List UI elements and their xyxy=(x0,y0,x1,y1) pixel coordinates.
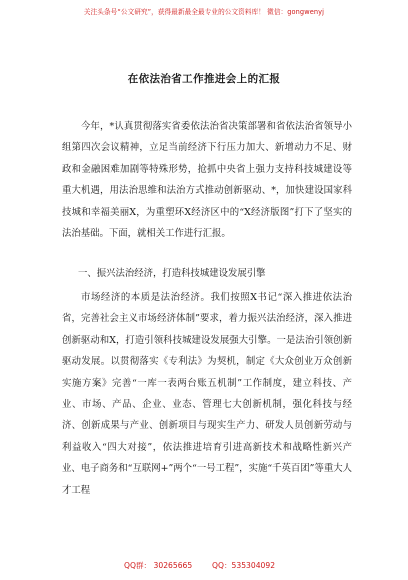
qq-contact-number: QQ：535304092 xyxy=(212,561,276,570)
qq-group-number: QQ群： 30265665 xyxy=(124,561,193,570)
body-paragraph-section-one: 市场经济的本质是法治经济。我们按照X书记“深入推进依法治省，完善社会主义市场经济体制”要求，着力振兴法治经济，深入推进创新驱动和X，打造引领科技城建设发展强大引擎。一是法治引领创新驱动发展。以贯彻落实《专利法》为契机，制定《大众创业万众创新实施方案》完善“一库一表两台账五机制”工作制度，建立科技、产业、市场、产品、企业、业态、管理七大创新机制，强化科技与经济、创新成果与产业、创新项目与现实生产力、研发人员创新劳动与利益收入“四大对接”，依法推进培育引进高新技术和战略性新兴产业、电子商务和“互联网+”两个“一号工程”，实施“千英百团”等重大人才工程 xyxy=(62,292,352,496)
section-heading: 一、振兴法治经济，打造科技城建设发展引擎 xyxy=(78,268,266,279)
body-paragraph-intro: 今年，*认真贯彻落实省委依法治省决策部署和省依法治省领导小组第四次会议精神，立足当前经济下行压力加大、新增动力不足、财政和金融困难加剧等特殊形势，抢抓中央省上强力支持科技城建设等重大机遇，用法治思维和法治方式推动创新驱动、*，加快建设国家科技城和幸福美丽X，为重塑环X经济区中的“X经济版图”打下了坚实的法治基础。下面，就相关工作进行汇报。 xyxy=(62,121,352,240)
promo-banner: 关注头条号“公文研究”，获得最新最全最专业的公文资料库！ 微信：gongwenyj xyxy=(83,8,325,16)
document-title: 在依法治省工作推进会上的汇报 xyxy=(127,73,281,85)
